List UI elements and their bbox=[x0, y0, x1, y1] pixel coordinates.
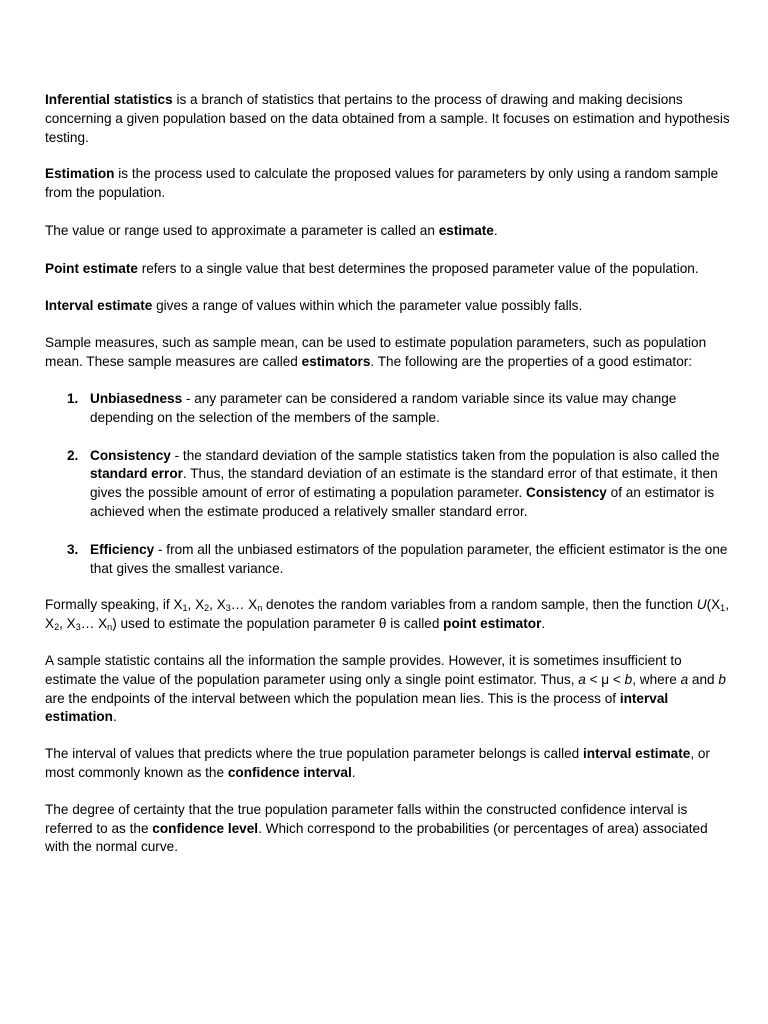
term-estimation: Estimation bbox=[45, 166, 115, 182]
term-point-estimate: Point estimate bbox=[45, 260, 138, 276]
paragraph-confidence-level: The degree of certainty that the true population parameter falls within the constructed confidence interval is referred to as the confidence level. Which correspond to the probabilities (or percentages of area) associated with the normal curve. bbox=[45, 801, 708, 855]
paragraph-estimate: The value or range used to approximate a parameter is called an estimate. bbox=[45, 222, 498, 238]
term-interval-estimate-2: interval estimate bbox=[583, 746, 691, 762]
term-point-estimator: point estimator bbox=[443, 616, 542, 632]
term-estimate: estimate bbox=[438, 222, 494, 238]
paragraph-sample-measures: Sample measures, such as sample mean, can be used to estimate population parameters, such as population mean. These sample measures are called estimators. The following are the properties of a good estimator: bbox=[45, 335, 707, 370]
term-confidence-level: confidence level bbox=[152, 820, 259, 836]
paragraph-confidence-interval: The interval of values that predicts where the true population parameter belongs is called interval estimate, or most commonly known as the confidence interval. bbox=[45, 746, 710, 780]
list-item: 1. Unbiasedness - any parameter can be considered a random variable since its value may change depending on the selection of the members of the sample. bbox=[67, 390, 677, 425]
term-estimators: estimators bbox=[301, 354, 371, 370]
paragraph-inferential-statistics: Inferential statistics is a branch of statistics that pertains to the process of drawing and making decisions concerning a given population based on the data obtained from a sample. It focuses on estimation and hypothesis testing. bbox=[45, 92, 730, 145]
paragraph-formal-definition: Formally speaking, if $X_1$, $X_2$, $X_3\dots$ $X_n$ denotes the random variables from a random sample, then the function $U(X_1$, $X_2$, $X_3\dots$ $X_n$) used to estimate the population parameter θ is called point estimator. bbox=[45, 597, 729, 633]
list-item: 2. Consistency - the standard deviation of the sample statistics taken from the population is also called the standard error. Thus, the standard deviation of an estimate is the standard error of that estimate, it then gives the possible amount of error of estimating a population parameter. Consistency of an estimator is achieved when the estimate produced a relatively smaller standard error. bbox=[67, 447, 720, 519]
term-inferential-statistics: Inferential statistics bbox=[45, 92, 173, 107]
document-body bbox=[45, 91, 730, 857]
term-consistency: Consistency bbox=[90, 447, 171, 463]
term-confidence-interval: confidence interval bbox=[227, 764, 352, 780]
paragraph-interval-estimate: Interval estimate gives a range of values within which the parameter value possibly falls. bbox=[45, 297, 583, 313]
list-item: 3. Efficiency - from all the unbiased estimators of the population parameter, the efficient estimator is the one that gives the smallest variance. bbox=[67, 541, 728, 576]
estimator-properties-list bbox=[45, 390, 730, 578]
term-standard-error: standard error bbox=[90, 466, 183, 482]
term-interval-estimate: Interval estimate bbox=[45, 297, 153, 313]
term-consistency-repeat: Consistency bbox=[526, 485, 607, 501]
term-efficiency: Efficiency bbox=[90, 541, 155, 557]
term-interval-estimation: interval estimation bbox=[45, 690, 669, 725]
term-unbiasedness: Unbiasedness bbox=[90, 390, 183, 406]
paragraph-sample-statistic: A sample statistic contains all the information the sample provides. However, it is sometimes insufficient to estimate the value of the population parameter using only a single point estimator. Thus, a < μ < b, where a and b are the endpoints of the interval between which the population mean lies. This is the process of interval estimation. bbox=[45, 652, 726, 725]
paragraph-point-estimate: Point estimate refers to a single value that best determines the proposed parameter value of the population. bbox=[45, 260, 699, 276]
paragraph-estimation: Estimation is the process used to calculate the proposed values for parameters by only using a random sample from the population. bbox=[45, 166, 719, 201]
